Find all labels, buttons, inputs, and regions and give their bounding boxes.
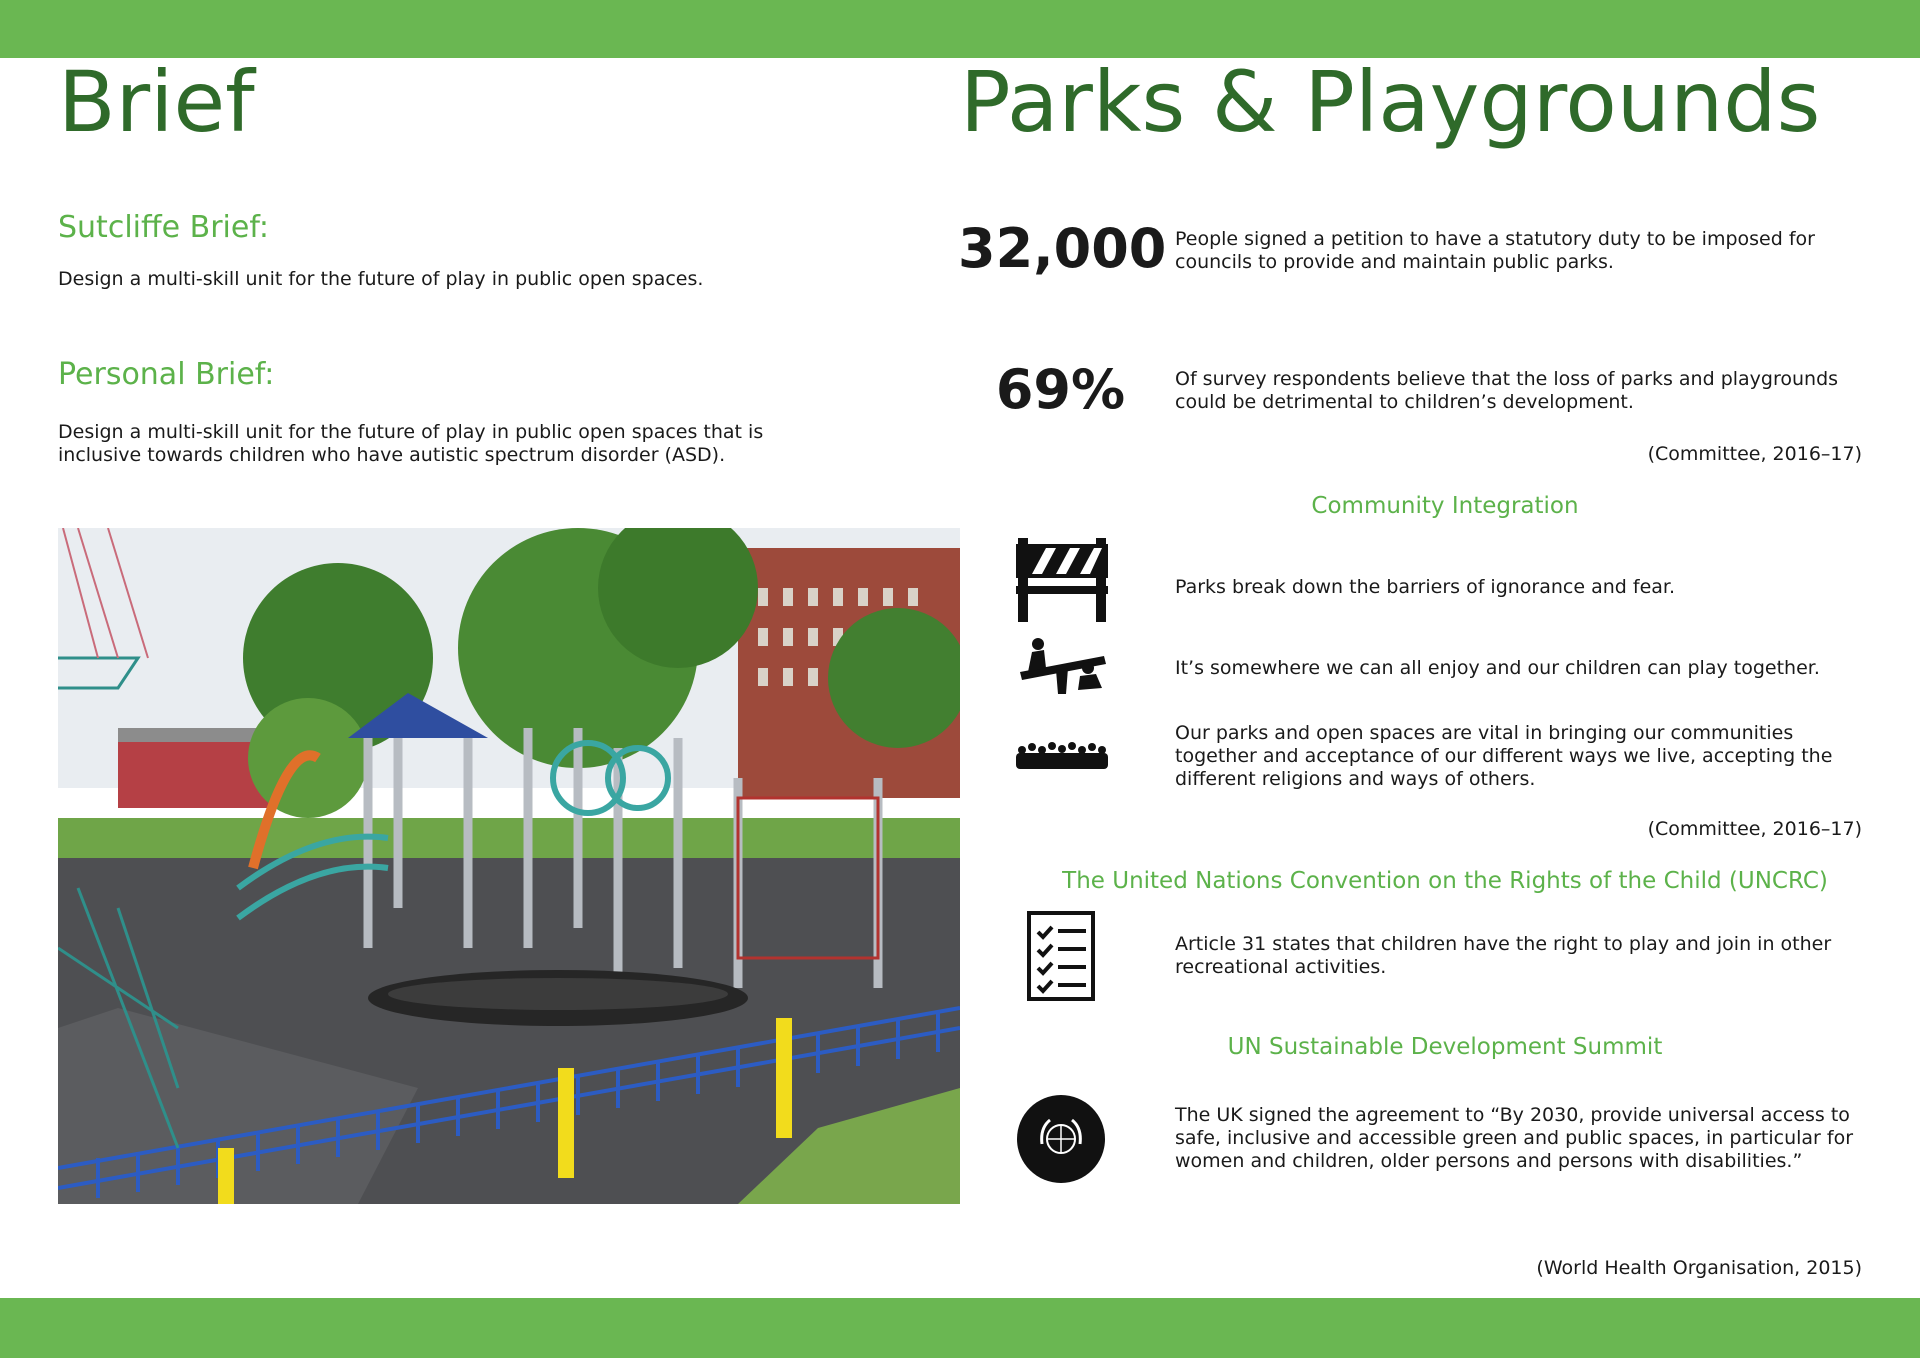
barrier-icon <box>1016 534 1108 628</box>
un-emblem-icon <box>1016 1094 1106 1188</box>
page-title-parks: Parks & Playgrounds <box>960 53 1821 151</box>
personal-brief-text: Design a multi-skill unit for the future of play in public open spaces that is inclusive towards children who have autistic spectrum disorder (ASD). <box>58 421 764 466</box>
stat-petition-value: 32,000 <box>958 217 1167 280</box>
personal-brief-heading: Personal Brief: <box>58 357 275 392</box>
stat-survey-value: 69% <box>995 358 1126 421</box>
community-integration-heading: Community Integration <box>1311 493 1579 519</box>
playground-photo <box>58 528 960 1204</box>
sutcliffe-brief-text: Design a multi-skill unit for the future of play in public open spaces. <box>58 268 704 290</box>
checklist-icon <box>1026 910 1096 1006</box>
stat-petition-text: People signed a petition to have a statutory duty to be imposed for councils to provide and maintain public parks. <box>1175 228 1815 273</box>
summit-heading: UN Sustainable Development Summit <box>1227 1034 1663 1060</box>
community-item-2-text: It’s somewhere we can all enjoy and our children can play together. <box>1175 657 1820 679</box>
top-band <box>0 0 1920 58</box>
citation-who: (World Health Organisation, 2015) <box>1536 1257 1862 1279</box>
citation-committee-2: (Committee, 2016–17) <box>1647 818 1862 840</box>
stat-survey-text: Of survey respondents believe that the loss of parks and playgrounds could be detrimental to children’s development. <box>1175 368 1839 413</box>
seesaw-icon <box>1016 638 1108 700</box>
community-item-3-text: Our parks and open spaces are vital in bringing our communities together and acceptance of our different ways we live, accepting the different religions and ways of others. <box>1175 722 1833 790</box>
uncrc-text: Article 31 states that children have the right to play and join in other recreational activities. <box>1175 933 1832 978</box>
uncrc-heading: The United Nations Convention on the Rights of the Child (UNCRC) <box>1062 868 1828 894</box>
sutcliffe-brief-heading: Sutcliffe Brief: <box>58 210 269 245</box>
page-title-brief: Brief <box>58 53 255 151</box>
crowd-icon <box>1016 740 1108 776</box>
bottom-band <box>0 1298 1920 1358</box>
community-item-1-text: Parks break down the barriers of ignorance and fear. <box>1175 576 1676 598</box>
citation-committee-1: (Committee, 2016–17) <box>1647 443 1862 465</box>
summit-text: The UK signed the agreement to “By 2030, provide universal access to safe, inclusive and accessible green and public spaces, in particular for women and children, older persons and persons with disabilities.” <box>1175 1104 1854 1172</box>
